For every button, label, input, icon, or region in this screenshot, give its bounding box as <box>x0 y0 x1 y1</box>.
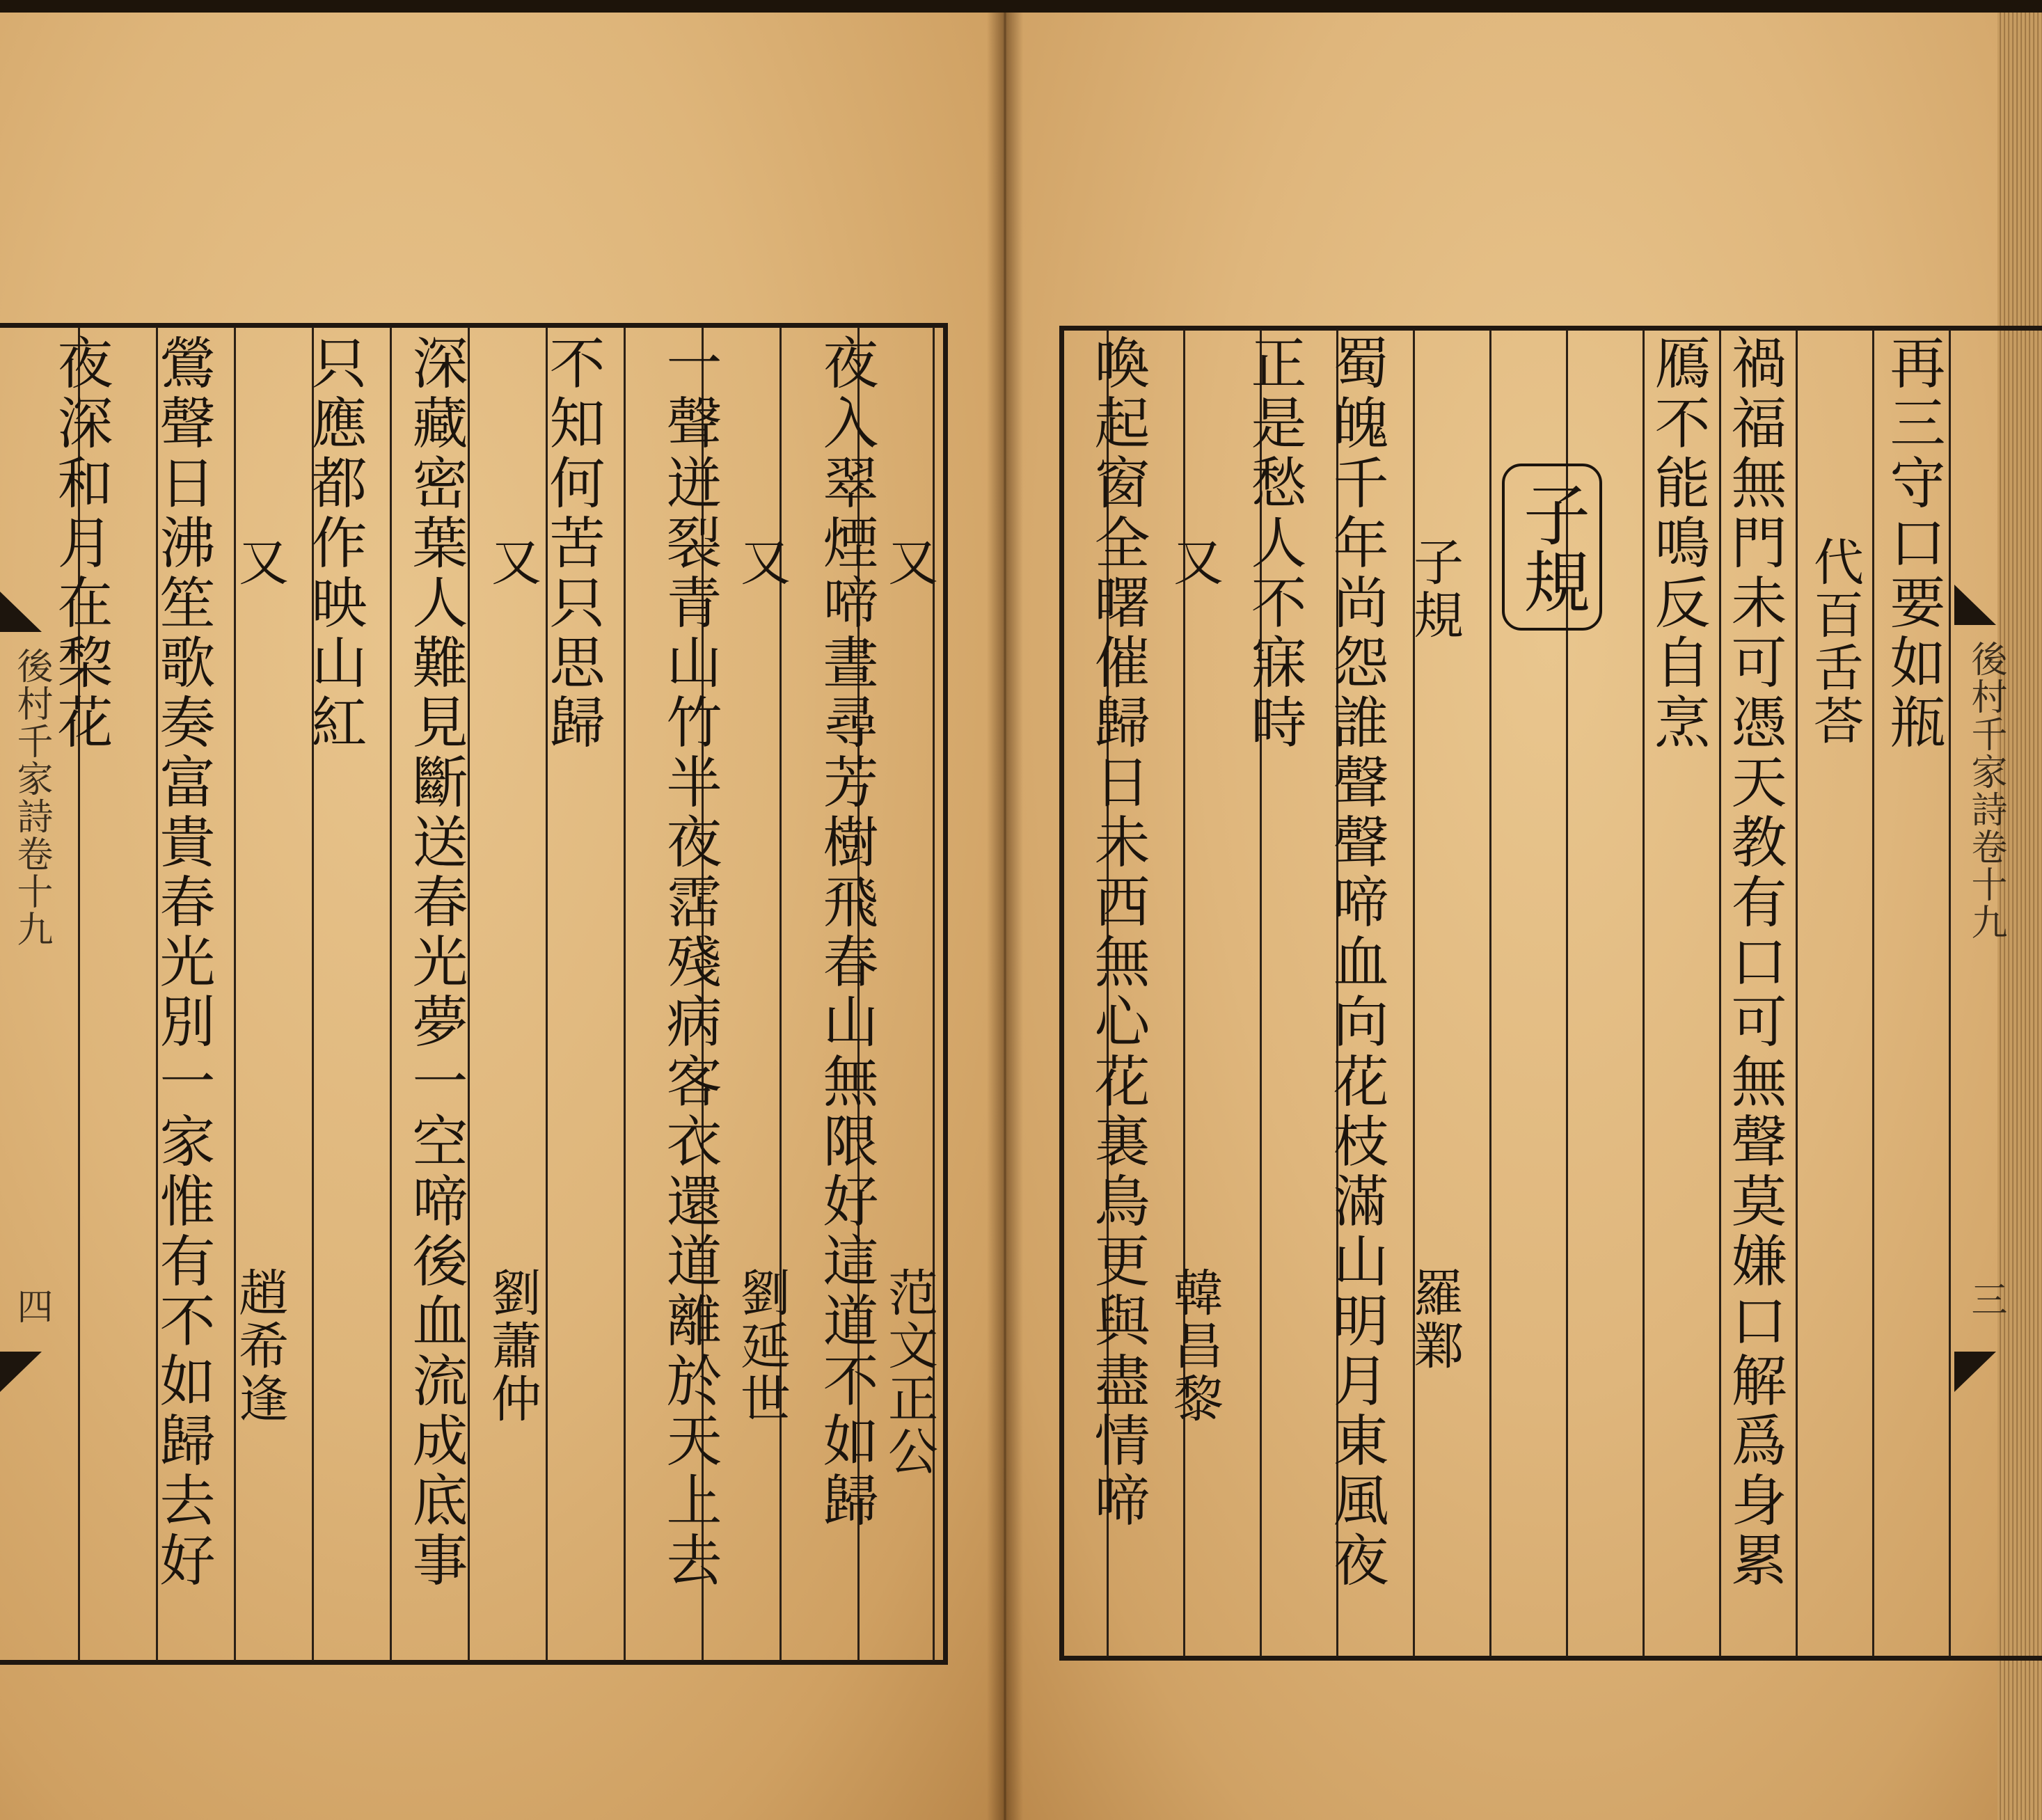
text-column-r8: 正是愁人不寐時 <box>1242 334 1306 753</box>
text-column-c6: 劉延世 <box>732 1267 791 1425</box>
right-spine-title: 後村千家詩卷十九 <box>1965 640 2007 941</box>
text-column-c1: 又 <box>880 536 938 589</box>
column-rule <box>1796 330 1798 1656</box>
text-column-r10: 韓昌黎 <box>1165 1267 1224 1425</box>
column-rule <box>468 327 470 1661</box>
right-fold-margin <box>1954 585 2007 1392</box>
column-rule <box>624 327 626 1661</box>
column-rule <box>390 327 392 1661</box>
text-column-r7: 蜀魄千年尚怨誰聲聲啼血向花枝滿山明月東風夜 <box>1324 334 1388 1591</box>
text-column-r2: 代百舌荅 <box>1805 536 1864 747</box>
fish-tail-bottom-mark <box>1954 1352 1996 1392</box>
column-rule <box>1872 330 1874 1656</box>
left-spine-title: 後村千家詩卷十九 <box>10 647 52 948</box>
text-column-r9: 又 <box>1165 536 1224 589</box>
column-rule <box>1183 330 1185 1656</box>
column-rule <box>1489 330 1491 1656</box>
text-column-c5: 一聲迸裂青山竹半夜霑殘病客衣還道離於天上去 <box>657 334 722 1591</box>
top-edge <box>0 0 2042 13</box>
text-column-c9: 深藏密葉人難見斷送春光夢一空啼後血流成底事 <box>403 334 468 1591</box>
fish-tail-top-mark <box>1954 585 1996 625</box>
column-rule <box>234 327 236 1661</box>
text-column-c7: 不知何苦只思歸 <box>540 334 605 753</box>
text-column-c12: 又 <box>230 536 289 589</box>
text-column-c15: 夜深和月在棃花 <box>48 334 113 753</box>
text-column-r3: 禍福無門未可憑天教有口可無聲莫嫌口解爲身累 <box>1722 334 1787 1591</box>
column-rule <box>1643 330 1645 1656</box>
text-column-r11: 喚起窗全曙催歸日未西無心花裏鳥更與盡情啼 <box>1085 334 1150 1531</box>
text-column-r6: 羅鄴 <box>1405 1267 1464 1372</box>
fish-tail-bottom-mark <box>0 1352 42 1392</box>
column-rule <box>1413 330 1415 1656</box>
text-column-r4: 鴈不能鳴反自烹 <box>1645 334 1710 753</box>
left-fold-margin <box>0 592 52 1392</box>
section-heading-box: 子規 <box>1502 464 1602 631</box>
column-rule <box>1719 330 1721 1656</box>
right-folio: 三 <box>1965 1281 2007 1318</box>
left-page-frame <box>0 323 948 1665</box>
text-column-c8: 又 <box>483 536 541 589</box>
column-rule <box>1949 330 1951 1656</box>
text-column-r5: 子規 <box>1405 536 1464 642</box>
text-column-c3: 范文正公 <box>880 1267 938 1478</box>
text-column-c14: 趙希逢 <box>230 1267 289 1425</box>
column-rule <box>779 327 782 1661</box>
text-column-c10: 劉蕭仲 <box>483 1267 541 1425</box>
text-column-c4: 又 <box>732 536 791 589</box>
left-folio: 四 <box>10 1288 52 1325</box>
text-column-c11: 只應都作映山紅 <box>302 334 367 753</box>
text-column-r1: 再三守口要如瓶 <box>1881 334 1945 753</box>
fish-tail-top-mark <box>0 592 42 632</box>
gutter <box>987 0 1023 1820</box>
text-column-c13: 鶯聲日沸笙歌奏富貴春光別一家惟有不如歸去好 <box>150 334 215 1591</box>
text-column-c2: 夜入翠煙啼晝尋芳樹飛春山無限好這道不如歸 <box>814 334 878 1531</box>
